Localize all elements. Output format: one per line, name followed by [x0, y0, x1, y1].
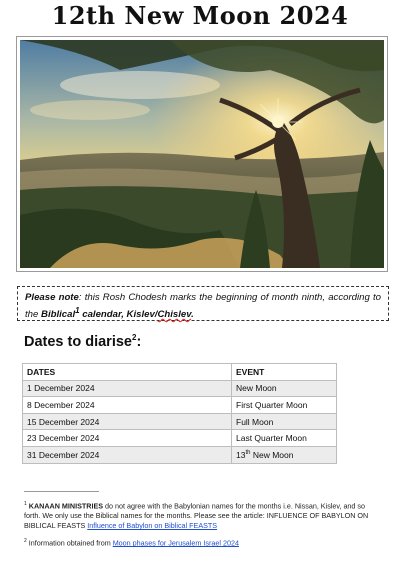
note-box [17, 286, 389, 321]
footnote-2 [24, 536, 376, 548]
row-date: 15 December 2024 [23, 413, 232, 430]
dates-heading [24, 333, 141, 350]
note-end: . [191, 309, 194, 321]
row-date: 23 December 2024 [23, 430, 232, 447]
events-table [22, 363, 337, 464]
footnote-1-mark: 1 [24, 501, 27, 507]
table-row [23, 446, 337, 463]
photo-frame [16, 36, 388, 272]
footnote-1-text: do not agree with the Babylonian names for the months i.e. Nissan, Kislev, and so forth. We only use the Biblical names for the months. Please see the article: INFLUENCE OF BABYLON ON BIBLICAL FEASTS [24, 501, 369, 531]
dates-heading-colon: : [136, 333, 142, 350]
row-event: Last Quarter Moon [232, 430, 337, 447]
table-row [23, 413, 337, 430]
row-date: 1 December 2024 [23, 380, 232, 397]
footnote-divider [24, 491, 99, 492]
row-date: 8 December 2024 [23, 397, 232, 414]
table-header-row [23, 364, 337, 381]
header-event: EVENT [232, 364, 337, 381]
row-event-rest: New Moon [250, 449, 294, 460]
table-row [23, 380, 337, 397]
footnote-2-text: Information obtained from [26, 538, 113, 548]
footnote-1 [24, 499, 376, 531]
note-footnote-mark: 1 [75, 306, 80, 315]
page-title: 12th New Moon 2024 [51, 1, 349, 30]
row-event-sup: th [245, 449, 251, 456]
note-lead: Please note [25, 292, 79, 303]
note-biblical: Biblical [41, 309, 76, 321]
table-row [23, 397, 337, 414]
row-event: Full Moon [232, 413, 337, 430]
row-event: New Moon [232, 380, 337, 397]
footnote-2-mark: 2 [24, 538, 27, 544]
note-text: : this Rosh Chodesh marks the beginning of month ninth, according to the [25, 292, 381, 321]
row-event [232, 446, 337, 463]
footnote-1-link[interactable]: Influence of Babylon on Biblical FEASTS [87, 521, 218, 531]
note-calendar: calendar, Kislev/ [79, 309, 158, 321]
row-event: First Quarter Moon [232, 397, 337, 414]
footnote-2-link[interactable]: Moon phases for Jerusalem Israel 2024 [112, 538, 239, 548]
note-chislev: Chislev [157, 309, 192, 321]
dates-heading-sup: 2 [132, 333, 137, 342]
olive-tree-sunset-photo [20, 40, 384, 268]
dates-heading-text: Dates to diarise [24, 333, 132, 350]
row-date: 31 December 2024 [23, 446, 232, 463]
row-event-num: 13 [236, 449, 246, 460]
table-row [23, 430, 337, 447]
header-dates: DATES [23, 364, 232, 381]
footnote-1-org: KANAAN MINISTRIES [28, 501, 104, 511]
